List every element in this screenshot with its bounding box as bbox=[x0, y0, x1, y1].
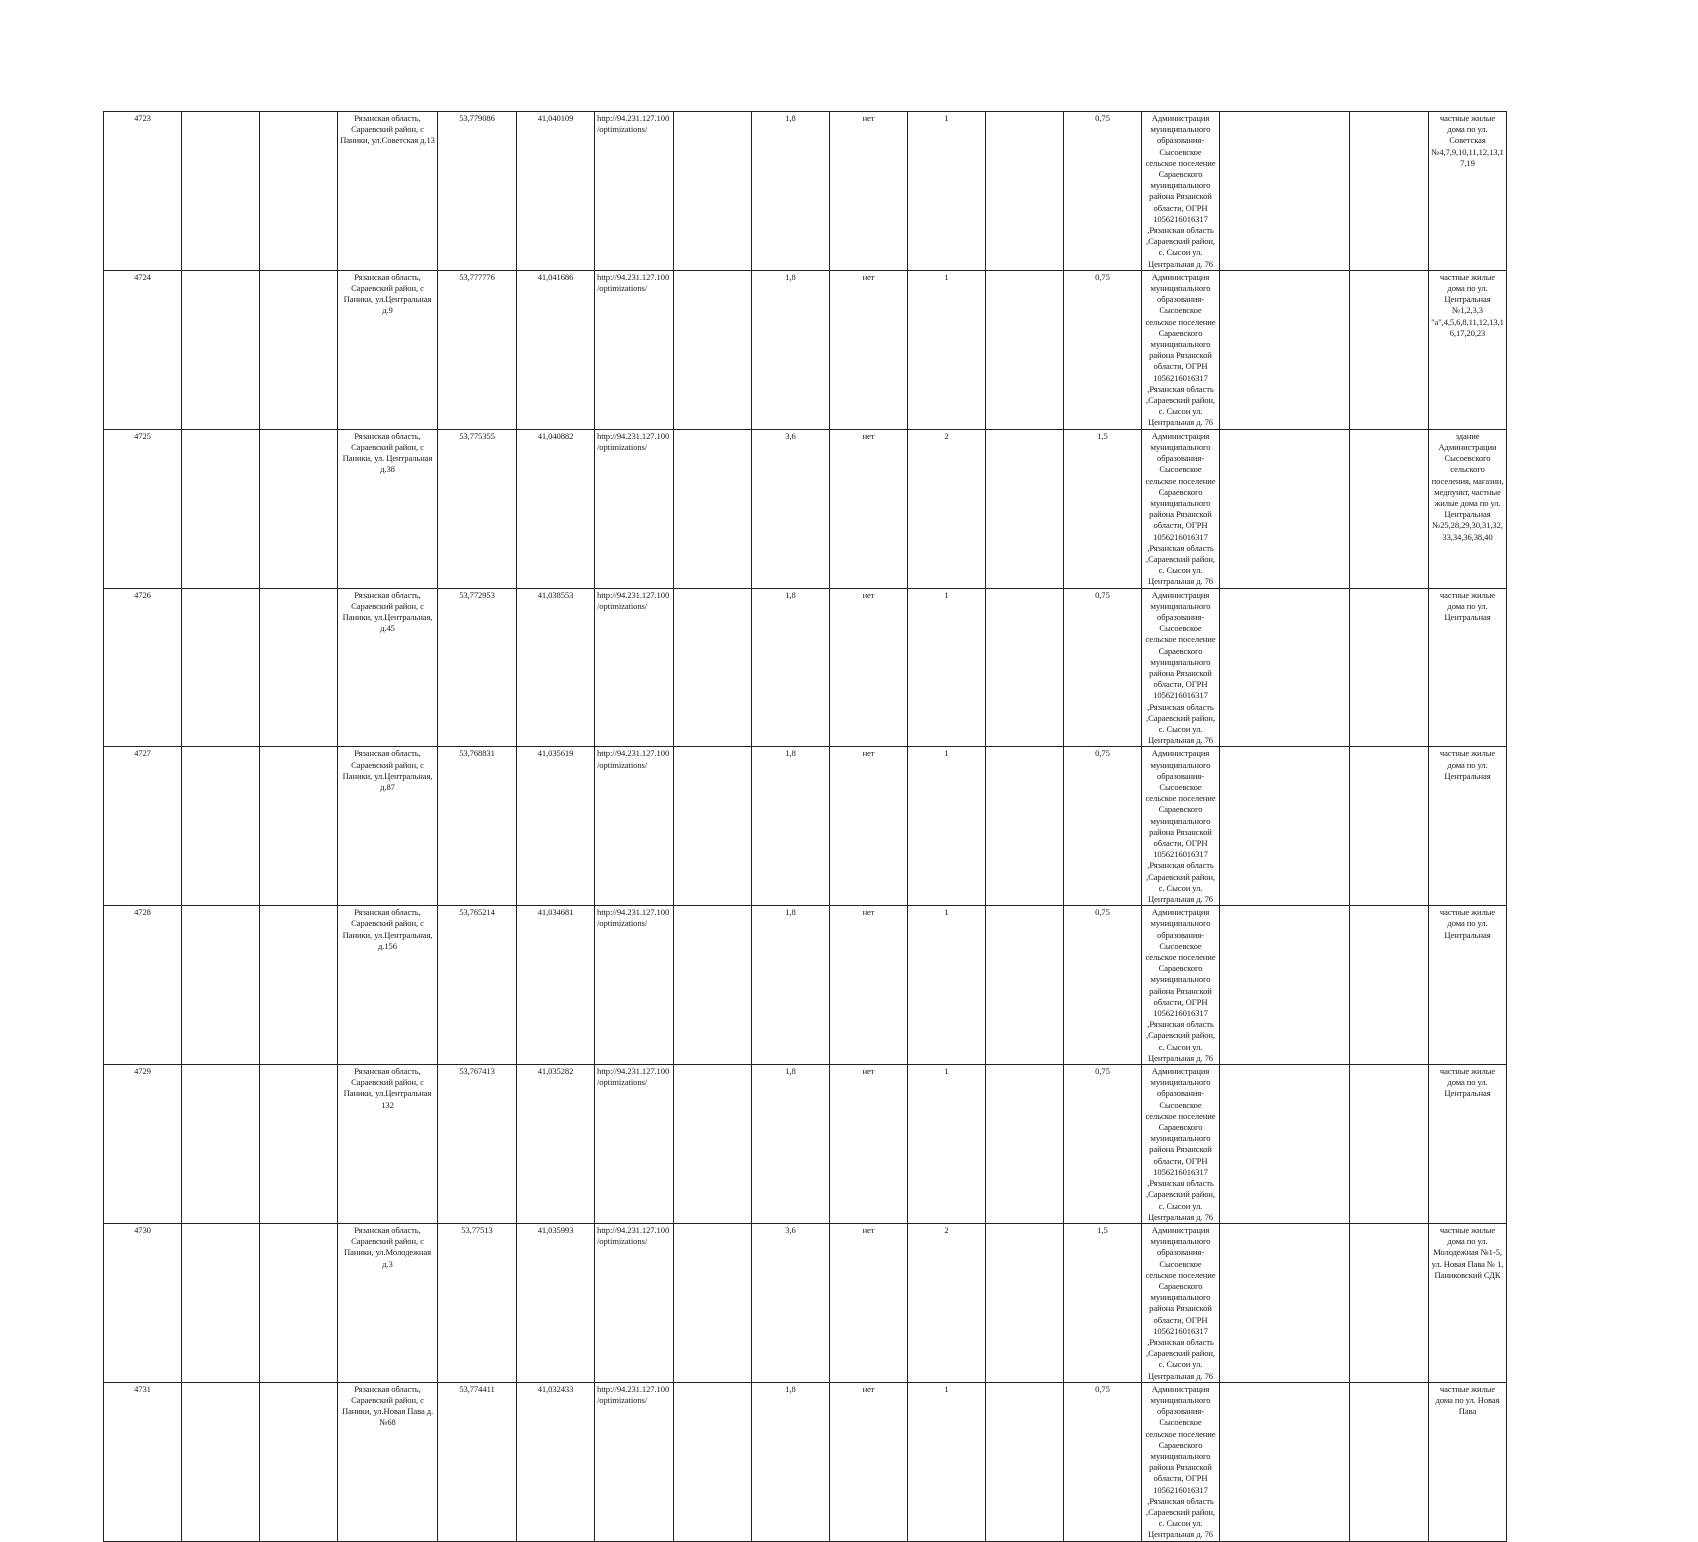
longitude-cell: 41,038553 bbox=[517, 588, 595, 747]
container-volume-cell: 1,5 bbox=[1064, 429, 1142, 588]
area-cell: 1,8 bbox=[752, 906, 830, 1065]
map-link-cell: http://94.231.127.100/optimizations/ bbox=[595, 1382, 674, 1541]
empty-cell bbox=[1350, 906, 1429, 1065]
empty-cell bbox=[260, 1382, 338, 1541]
waste-sources-cell: частные жилые дома по ул. Советская №4,7,9,10,11,12,13,17,19 bbox=[1429, 112, 1507, 271]
empty-cell bbox=[182, 747, 260, 906]
empty-cell bbox=[1220, 429, 1350, 588]
owner-cell: Администрация муниципального образования-Сысоевское сельское поселение Сараевского муниципального района Рязанской области, ОГРН 1056216016317 ,Рязанская область ,Сараевский район, с. Сысои ул. Центральная д. 76 bbox=[1142, 429, 1220, 588]
address-cell: Рязанская область, Сараевский район, с Паники, ул.Советская д.13 bbox=[338, 112, 438, 271]
table-row bbox=[104, 906, 1613, 1065]
cover-cell: нет bbox=[830, 747, 908, 906]
map-link-cell: http://94.231.127.100/optimizations/ bbox=[595, 270, 674, 429]
map-link-cell: http://94.231.127.100/optimizations/ bbox=[595, 1223, 674, 1382]
latitude-cell: 53,772953 bbox=[438, 588, 517, 747]
empty-cell bbox=[986, 429, 1064, 588]
waste-sources-cell: частные жилые дома по ул. Новая Пава bbox=[1429, 1382, 1507, 1541]
container-volume-cell: 0,75 bbox=[1064, 1065, 1142, 1224]
waste-sources-cell: частные жилые дома по ул. Молодежная №1-5, ул. Новая Пава № 1, Паниковский СДК bbox=[1429, 1223, 1507, 1382]
empty-cell bbox=[182, 1223, 260, 1382]
empty-cell bbox=[674, 588, 752, 747]
cover-cell: нет bbox=[830, 270, 908, 429]
empty-cell bbox=[182, 429, 260, 588]
container-count-cell: 1 bbox=[908, 588, 986, 747]
latitude-cell: 53,779086 bbox=[438, 112, 517, 271]
area-cell: 1,8 bbox=[752, 588, 830, 747]
waste-sources-cell: частные жилые дома по ул. Центральная bbox=[1429, 747, 1507, 906]
latitude-cell: 53,777776 bbox=[438, 270, 517, 429]
address-cell: Рязанская область, Сараевский район, с Паники, ул.Центральная 132 bbox=[338, 1065, 438, 1224]
cover-cell: нет bbox=[830, 429, 908, 588]
table-row bbox=[104, 270, 1613, 429]
container-count-cell: 1 bbox=[908, 906, 986, 1065]
waste-site-registry-table bbox=[103, 111, 1613, 1542]
container-volume-cell: 0,75 bbox=[1064, 588, 1142, 747]
waste-sources-cell: частные жилые дома по ул. Центральная №1,2,3,3 "а",4,5,6,8,11,12,13,16,17,20,23 bbox=[1429, 270, 1507, 429]
address-cell: Рязанская область, Сараевский район, с Паники, ул.Центральная, д.87 bbox=[338, 747, 438, 906]
empty-cell bbox=[986, 1382, 1064, 1541]
cover-cell: нет bbox=[830, 112, 908, 271]
address-cell: Рязанская область, Сараевский район, с Паники, ул. Центральная д.38 bbox=[338, 429, 438, 588]
empty-cell bbox=[674, 270, 752, 429]
map-link-cell: http://94.231.127.100/optimizations/ bbox=[595, 906, 674, 1065]
row-number-cell: 4724 bbox=[104, 270, 182, 429]
area-cell: 1,8 bbox=[752, 1065, 830, 1224]
address-cell: Рязанская область, Сараевский район, с Паники, ул.Центральная, д.156 bbox=[338, 906, 438, 1065]
table-row bbox=[104, 112, 1613, 271]
area-cell: 3,6 bbox=[752, 429, 830, 588]
container-volume-cell: 1,5 bbox=[1064, 1223, 1142, 1382]
map-link-cell: http://94.231.127.100/optimizations/ bbox=[595, 588, 674, 747]
table-row bbox=[104, 588, 1613, 747]
container-count-cell: 2 bbox=[908, 429, 986, 588]
latitude-cell: 53,765214 bbox=[438, 906, 517, 1065]
empty-cell bbox=[986, 270, 1064, 429]
empty-cell bbox=[182, 270, 260, 429]
longitude-cell: 41,032433 bbox=[517, 1382, 595, 1541]
area-cell: 1,8 bbox=[752, 1382, 830, 1541]
empty-cell bbox=[1350, 588, 1429, 747]
address-cell: Рязанская область, Сараевский район, с Паники, ул.Новая Пава д.№68 bbox=[338, 1382, 438, 1541]
empty-cell bbox=[674, 1382, 752, 1541]
registry-body bbox=[104, 112, 1613, 1542]
address-cell: Рязанская область, Сараевский район, с Паники, ул.Центральная д.9 bbox=[338, 270, 438, 429]
map-link-cell: http://94.231.127.100/optimizations/ bbox=[595, 112, 674, 271]
longitude-cell: 41,034681 bbox=[517, 906, 595, 1065]
empty-cell bbox=[1220, 1382, 1350, 1541]
empty-cell bbox=[674, 747, 752, 906]
cover-cell: нет bbox=[830, 1223, 908, 1382]
empty-cell bbox=[986, 112, 1064, 271]
empty-cell bbox=[1220, 906, 1350, 1065]
longitude-cell: 41,035993 bbox=[517, 1223, 595, 1382]
empty-cell bbox=[1220, 1223, 1350, 1382]
longitude-cell: 41,041686 bbox=[517, 270, 595, 429]
container-volume-cell: 0,75 bbox=[1064, 906, 1142, 1065]
empty-cell bbox=[986, 1223, 1064, 1382]
container-volume-cell: 0,75 bbox=[1064, 270, 1142, 429]
row-number-cell: 4723 bbox=[104, 112, 182, 271]
container-count-cell: 1 bbox=[908, 1382, 986, 1541]
waste-sources-cell: частные жилые дома по ул. Центральная bbox=[1429, 1065, 1507, 1224]
empty-cell bbox=[260, 747, 338, 906]
map-link-cell: http://94.231.127.100/optimizations/ bbox=[595, 1065, 674, 1224]
empty-cell bbox=[182, 588, 260, 747]
owner-cell: Администрация муниципального образования-Сысоевское сельское поселение Сараевского муниципального района Рязанской области, ОГРН 1056216016317 ,Рязанская область ,Сараевский район, с. Сысои ул. Центральная д. 76 bbox=[1142, 747, 1220, 906]
empty-cell bbox=[182, 112, 260, 271]
owner-cell: Администрация муниципального образования-Сысоевское сельское поселение Сараевского муниципального района Рязанской области, ОГРН 1056216016317 ,Рязанская область ,Сараевский район, с. Сысои ул. Центральная д. 76 bbox=[1142, 1065, 1220, 1224]
empty-cell bbox=[1350, 429, 1429, 588]
waste-sources-cell: частные жилые дома по ул. Центральная bbox=[1429, 588, 1507, 747]
empty-cell bbox=[674, 1223, 752, 1382]
cover-cell: нет bbox=[830, 906, 908, 1065]
empty-cell bbox=[260, 1223, 338, 1382]
container-volume-cell: 0,75 bbox=[1064, 112, 1142, 271]
row-number-cell: 4729 bbox=[104, 1065, 182, 1224]
row-number-cell: 4730 bbox=[104, 1223, 182, 1382]
container-count-cell: 1 bbox=[908, 747, 986, 906]
latitude-cell: 53,77513 bbox=[438, 1223, 517, 1382]
container-volume-cell: 0,75 bbox=[1064, 1382, 1142, 1541]
owner-cell: Администрация муниципального образования-Сысоевское сельское поселение Сараевского муниципального района Рязанской области, ОГРН 1056216016317 ,Рязанская область ,Сараевский район, с. Сысои ул. Центральная д. 76 bbox=[1142, 588, 1220, 747]
empty-cell bbox=[1350, 270, 1429, 429]
row-number-cell: 4726 bbox=[104, 588, 182, 747]
empty-cell bbox=[674, 906, 752, 1065]
table-row bbox=[104, 1223, 1613, 1382]
empty-cell bbox=[260, 112, 338, 271]
waste-sources-cell: здание Администрации Сысоевского сельского поселения, магазин, медпункт, частные жилые дома по ул. Центральная №25,28,29,30,31,32,33,34,36,38,40 bbox=[1429, 429, 1507, 588]
area-cell: 1,8 bbox=[752, 112, 830, 271]
longitude-cell: 41,040109 bbox=[517, 112, 595, 271]
container-count-cell: 1 bbox=[908, 112, 986, 271]
address-cell: Рязанская область, Сараевский район, с Паники, ул.Центральная, д.45 bbox=[338, 588, 438, 747]
owner-cell: Администрация муниципального образования-Сысоевское сельское поселение Сараевского муниципального района Рязанской области, ОГРН 1056216016317 ,Рязанская область ,Сараевский район, с. Сысои ул. Центральная д. 76 bbox=[1142, 906, 1220, 1065]
owner-cell: Администрация муниципального образования-Сысоевское сельское поселение Сараевского муниципального района Рязанской области, ОГРН 1056216016317 ,Рязанская область ,Сараевский район, с. Сысои ул. Центральная д. 76 bbox=[1142, 1382, 1220, 1541]
row-number-cell: 4728 bbox=[104, 906, 182, 1065]
empty-cell bbox=[1220, 270, 1350, 429]
container-volume-cell: 0,75 bbox=[1064, 747, 1142, 906]
empty-cell bbox=[1220, 112, 1350, 271]
cover-cell: нет bbox=[830, 588, 908, 747]
empty-cell bbox=[1350, 747, 1429, 906]
latitude-cell: 53,775355 bbox=[438, 429, 517, 588]
row-number-cell: 4727 bbox=[104, 747, 182, 906]
area-cell: 1,8 bbox=[752, 747, 830, 906]
area-cell: 3,6 bbox=[752, 1223, 830, 1382]
empty-cell bbox=[260, 429, 338, 588]
latitude-cell: 53,767413 bbox=[438, 1065, 517, 1224]
owner-cell: Администрация муниципального образования-Сысоевское сельское поселение Сараевского муниципального района Рязанской области, ОГРН 1056216016317 ,Рязанская область ,Сараевский район, с. Сысои ул. Центральная д. 76 bbox=[1142, 112, 1220, 271]
table-row bbox=[104, 429, 1613, 588]
owner-cell: Администрация муниципального образования-Сысоевское сельское поселение Сараевского муниципального района Рязанской области, ОГРН 1056216016317 ,Рязанская область ,Сараевский район, с. Сысои ул. Центральная д. 76 bbox=[1142, 270, 1220, 429]
table-row bbox=[104, 747, 1613, 906]
row-number-cell: 4731 bbox=[104, 1382, 182, 1541]
waste-sources-cell: частные жилые дома по ул. Центральная bbox=[1429, 906, 1507, 1065]
empty-cell bbox=[182, 1382, 260, 1541]
container-count-cell: 2 bbox=[908, 1223, 986, 1382]
map-link-cell: http://94.231.127.100/optimizations/ bbox=[595, 747, 674, 906]
empty-cell bbox=[674, 429, 752, 588]
empty-cell bbox=[986, 747, 1064, 906]
empty-cell bbox=[260, 906, 338, 1065]
empty-cell bbox=[1350, 112, 1429, 271]
empty-cell bbox=[1220, 747, 1350, 906]
cover-cell: нет bbox=[830, 1065, 908, 1224]
empty-cell bbox=[260, 270, 338, 429]
empty-cell bbox=[1350, 1223, 1429, 1382]
container-count-cell: 1 bbox=[908, 1065, 986, 1224]
address-cell: Рязанская область, Сараевский район, с Паники, ул.Молодежная д.3 bbox=[338, 1223, 438, 1382]
longitude-cell: 41,040882 bbox=[517, 429, 595, 588]
area-cell: 1,8 bbox=[752, 270, 830, 429]
empty-cell bbox=[986, 906, 1064, 1065]
owner-cell: Администрация муниципального образования-Сысоевское сельское поселение Сараевского муниципального района Рязанской области, ОГРН 1056216016317 ,Рязанская область ,Сараевский район, с. Сысои ул. Центральная д. 76 bbox=[1142, 1223, 1220, 1382]
empty-cell bbox=[1220, 588, 1350, 747]
map-link-cell: http://94.231.127.100/optimizations/ bbox=[595, 429, 674, 588]
latitude-cell: 53,774411 bbox=[438, 1382, 517, 1541]
container-count-cell: 1 bbox=[908, 270, 986, 429]
longitude-cell: 41,035282 bbox=[517, 1065, 595, 1224]
empty-cell bbox=[674, 112, 752, 271]
cover-cell: нет bbox=[830, 1382, 908, 1541]
row-number-cell: 4725 bbox=[104, 429, 182, 588]
table-row bbox=[104, 1382, 1613, 1541]
latitude-cell: 53,768831 bbox=[438, 747, 517, 906]
empty-cell bbox=[986, 588, 1064, 747]
empty-cell bbox=[260, 588, 338, 747]
empty-cell bbox=[1350, 1382, 1429, 1541]
longitude-cell: 41,035619 bbox=[517, 747, 595, 906]
empty-cell bbox=[182, 906, 260, 1065]
